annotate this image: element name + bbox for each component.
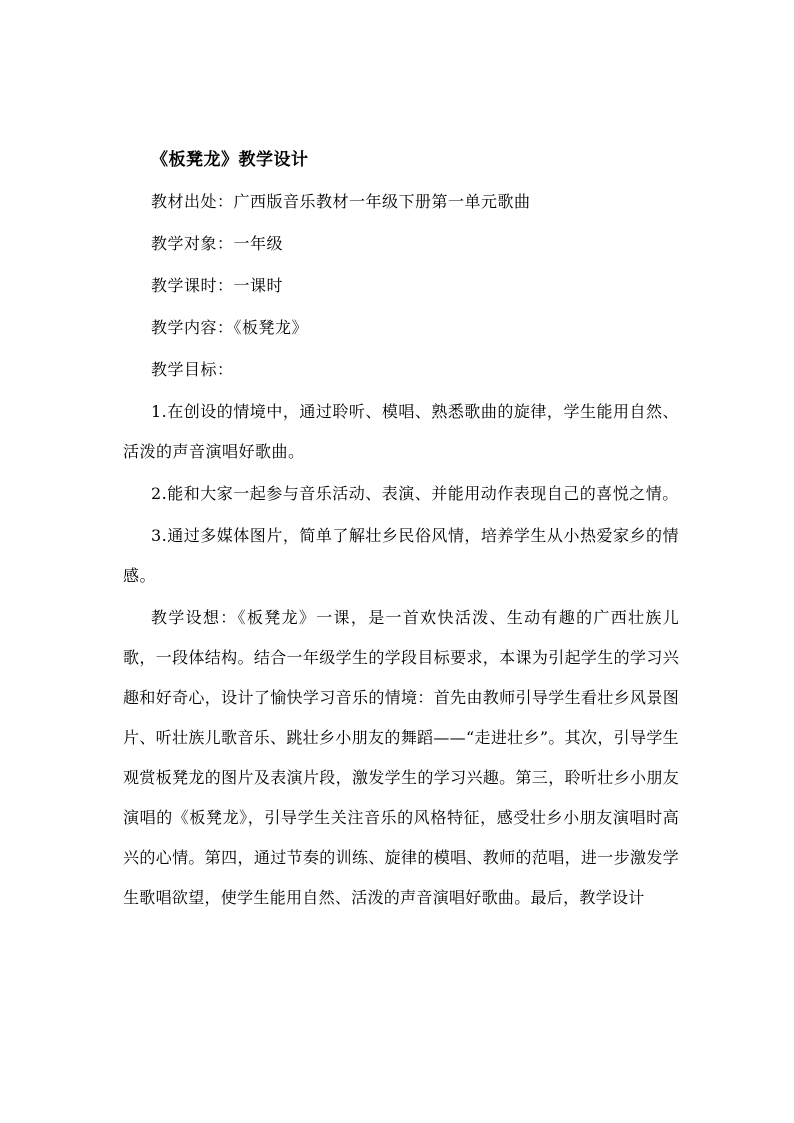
document-title: 《板凳龙》教学设计 bbox=[151, 150, 309, 170]
teaching-target: 教学对象：一年级 bbox=[151, 234, 284, 253]
textbook-source: 教材出处：广西版音乐教材一年级下册第一单元歌曲 bbox=[151, 192, 531, 211]
teaching-content: 教学内容：《板凳龙》 bbox=[151, 318, 309, 337]
objectives-heading: 教学目标： bbox=[151, 360, 234, 379]
document-body bbox=[123, 140, 679, 920]
objective-item-3: 3.通过多媒体图片，简单了解壮乡民俗风情，培养学生从小热爱家乡的情感。 bbox=[123, 526, 679, 585]
design-idea-paragraph: 教学设想：《板凳龙》一课，是一首欢快活泼、生动有趣的广西壮族儿歌，一段体结构。结合一年级学生的学段目标要求，本课为引起学生的学习兴趣和好奇心，设计了愉快学习音乐的情境：首先由教师引导学生看壮乡风景图片、听壮族儿歌音乐、跳壮乡小朋友的舞蹈——“走进壮乡”。其次，引导学生观赏板凳龙的图片及表演片段，激发学生的学习兴趣。第三，聆听壮乡小朋友演唱的《板凳龙》，引导学生关注音乐的风格特征，感受壮乡小朋友演唱时高兴的心情。第四，通过节奏的训练、旋律的模唱、教师的范唱，进一步激发学生歌唱欲望，使学生能用自然、活泼的声音演唱好歌曲。最后，教学设计 bbox=[123, 608, 679, 907]
objective-item-2: 2.能和大家一起参与音乐活动、表演、并能用动作表现自己的喜悦之情。 bbox=[151, 484, 679, 503]
lesson-duration: 教学课时：一课时 bbox=[151, 276, 284, 295]
objective-item-1: 1.在创设的情境中，通过聆听、模唱、熟悉歌曲的旋律，学生能用自然、活泼的声音演唱好歌曲。 bbox=[123, 402, 679, 461]
